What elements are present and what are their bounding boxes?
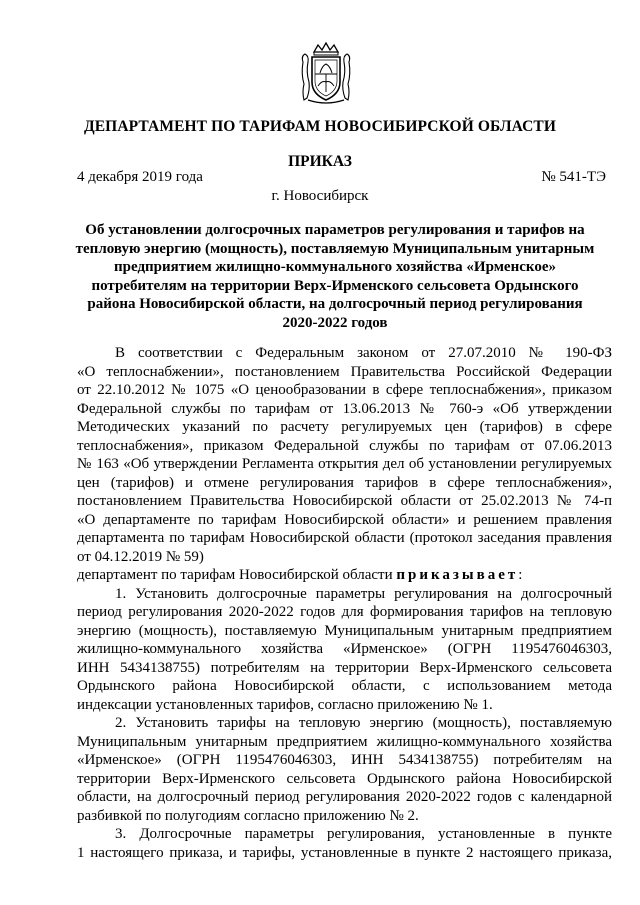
item1-line: период регулирования 2020-2022 годов для формирования тарифов на тепловую [77, 604, 612, 620]
item1-line: жилищно-коммунального хозяйства «Ирменское» (ОГРН 1195476046303, [77, 641, 612, 657]
order-number: № 541-ТЭ [541, 169, 606, 185]
subject-line: предприятием жилищно-коммунального хозяйства «Ирменское» [114, 259, 556, 276]
preamble-line: «О департаменте по тарифам Новосибирской области» и решением правления [77, 511, 612, 528]
item1-line: индексации установленных тарифов, согласно приложению № 1. [77, 696, 493, 713]
preamble-line: В соответствии с Федеральным законом от 27.07.2010 № 190-ФЗ [115, 345, 612, 361]
decree-line [77, 566, 612, 585]
preamble-line: от 04.12.2019 № 59) [77, 548, 204, 565]
item1-line: Ордынского района Новосибирской области, с использованием метода [77, 678, 612, 694]
order-date: 4 декабря 2019 года [77, 169, 203, 185]
department-title: ДЕПАРТАМЕНТ ПО ТАРИФАМ НОВОСИБИРСКОЙ ОБЛАСТИ [83, 118, 557, 135]
decree-verb: приказывает [396, 567, 519, 583]
item3-line: 1 настоящего приказа, и тарифы, установленные в пункте 2 настоящего приказа, [77, 844, 612, 861]
order-subject [70, 221, 600, 333]
item1-line: 1. Установить долгосрочные параметры регулирования на долгосрочный [115, 585, 612, 602]
item2-line: области, на долгосрочный период регулирования 2020-2022 годов с календарной [77, 789, 612, 805]
subject-line: 2020-2022 годов [282, 314, 388, 331]
document-type: ПРИКАЗ [288, 153, 352, 170]
preamble-line: департамента по тарифам Новосибирской области (протокол заседания правления [77, 530, 612, 546]
item2-line: территории Верх-Ирменского сельсовета Ордынского района Новосибирской [77, 770, 612, 787]
decree-prefix: департамент по тарифам Новосибирской области [77, 567, 393, 583]
decree-suffix: : [518, 567, 523, 583]
preamble-line: от 22.10.2012 № 1075 «О ценообразовании в сфере теплоснабжения», приказом [77, 382, 612, 398]
preamble-line: № 163 «Об утверждении Регламента открытия дел об установлении регулируемых [77, 456, 612, 472]
preamble-line: «О теплоснабжении», постановлением Правительства Российской Федерации [77, 363, 612, 380]
preamble-line: теплоснабжения», приказом Федеральной службы по тарифам от 07.06.2013 [77, 437, 612, 454]
preamble-line: цен (тарифов) и отмене регулирования тарифов в сфере теплоснабжения», [77, 474, 612, 491]
order-body [77, 344, 612, 862]
item1-line: энергию (мощность), поставляемую Муниципальным унитарным предприятием [77, 622, 612, 639]
item2-line: «Ирменское» (ОГРН 1195476046303, ИНН 5434138755) потребителям на [77, 752, 612, 768]
order-city: г. Новосибирск [271, 188, 369, 204]
preamble-line: Методических указаний по расчету регулируемых цен (тарифов) в сфере [77, 419, 612, 435]
subject-line: района Новосибирской области, на долгосрочный период регулирования [87, 296, 583, 313]
item2-line: Муниципальным унитарным предприятием жилищно-коммунального хозяйства [77, 733, 612, 750]
preamble-line: постановлением Правительства Новосибирской области от 25.02.2013 № 74-п [77, 493, 612, 509]
preamble-line: Федеральной службы по тарифам от 13.06.2013 № 760-э «Об утверждении [77, 400, 612, 417]
coat-of-arms-icon [300, 42, 352, 106]
item2-line: разбивкой по полугодиям согласно приложению № 2. [77, 807, 419, 824]
subject-line: Об установлении долгосрочных параметров регулирования и тарифов на [85, 222, 585, 238]
item1-line: ИНН 5434138755) потребителям на территории Верх-Ирменского сельсовета [77, 659, 612, 676]
subject-line: потребителям на территории Верх-Ирменского сельсовета Ордынского [91, 277, 579, 294]
item3-line: 3. Долгосрочные параметры регулирования, установленные в пункте [115, 826, 612, 842]
subject-line: тепловую энергию (мощность), поставляемую Муниципальным унитарным [75, 240, 595, 257]
item2-line: 2. Установить тарифы на тепловую энергию (мощность), поставляемую [115, 715, 612, 731]
